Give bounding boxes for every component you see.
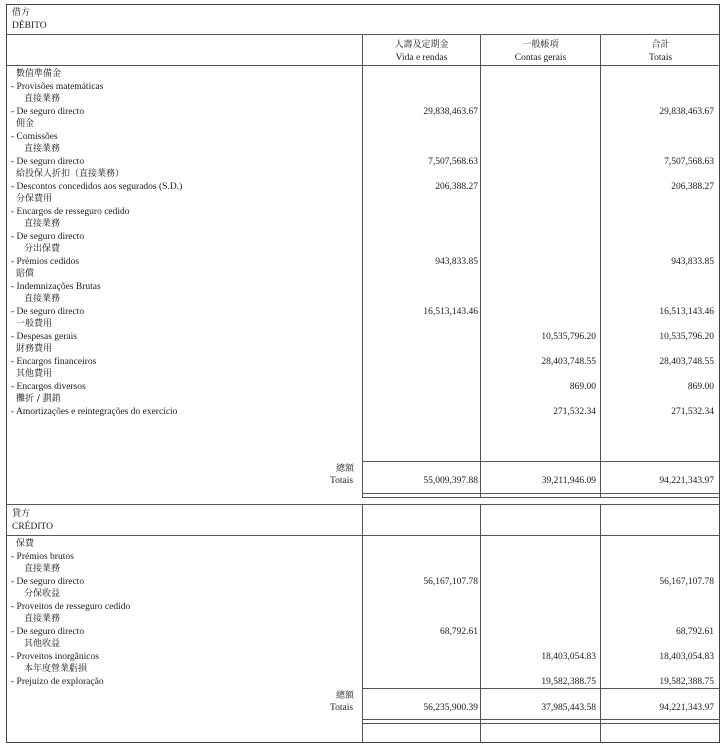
value-general: 869.00 <box>569 381 596 392</box>
row-label: 分保費用 <box>16 194 53 204</box>
value-general: 28,403,748.55 <box>541 356 596 367</box>
value-total: 19,582,388.75 <box>659 676 714 687</box>
row-label: 其他費用 <box>16 369 53 379</box>
value-general: 271,532.34 <box>553 406 596 417</box>
row-label: 賠償 <box>16 269 35 279</box>
value-total: 206,388.27 <box>671 181 714 192</box>
credit-totals-label-zh: 總額 <box>336 691 355 701</box>
row-label: - Encargos de resseguro cedido <box>11 206 130 217</box>
row-label: - Comissões <box>11 131 58 142</box>
totals-double-rule <box>362 493 720 494</box>
row-label: 保費 <box>16 539 35 549</box>
value-life: 943,833.85 <box>435 256 478 267</box>
value-general: 19,582,388.75 <box>541 676 596 687</box>
row-label: - Proveitos inorgânicos <box>11 651 99 662</box>
value-total: 68,792.61 <box>676 626 714 637</box>
row-label: 一般費用 <box>16 319 53 329</box>
row-label: - De seguro directo <box>11 231 85 242</box>
row-label: 數值準備金 <box>16 69 62 79</box>
row-label: - Indemnizações Brutas <box>11 281 101 292</box>
section-divider <box>6 504 720 505</box>
header-divider <box>6 535 720 536</box>
credit-total-general: 37,985,443.58 <box>541 703 596 713</box>
credit-totals-label: Totais <box>330 703 354 713</box>
row-label: - De seguro directo <box>11 576 85 587</box>
value-life: 56,167,107.78 <box>423 576 478 587</box>
value-total: 56,167,107.78 <box>659 576 714 587</box>
value-life: 16,513,143.46 <box>423 306 478 317</box>
value-total: 943,833.85 <box>671 256 714 267</box>
row-label: 直接業務 <box>24 219 61 229</box>
row-label: - Prejuízo de exploração <box>11 676 104 687</box>
row-label: - Prémios brutos <box>11 551 74 562</box>
credit-total-life: 56,235,900.39 <box>423 703 478 713</box>
debit-total-sum: 94,221,343.97 <box>659 476 714 486</box>
totals-rule <box>362 461 720 462</box>
totals-double-rule <box>362 497 720 498</box>
debit-total-general: 39,211,946.09 <box>541 476 596 486</box>
row-label: 本年度營業虧損 <box>24 664 88 674</box>
row-label: 分出保費 <box>24 244 61 254</box>
row-label: - De seguro directo <box>11 626 85 637</box>
row-label: - Descontos concedidos aos segurados (S.D.) <box>11 181 183 192</box>
row-label: 分保收益 <box>24 589 61 599</box>
row-label: 其他收益 <box>24 639 61 649</box>
value-total: 29,838,463.67 <box>659 106 714 117</box>
column-header-life-zh: 人壽及定期金 <box>394 40 449 50</box>
credit-total-sum: 94,221,343.97 <box>659 703 714 713</box>
value-total: 18,403,054.83 <box>659 651 714 662</box>
value-life: 206,388.27 <box>435 181 478 192</box>
row-label: 給投保人折扣（直接業務） <box>16 169 125 179</box>
row-label: 攤折 / 劃銷 <box>16 394 61 404</box>
totals-double-rule <box>362 723 720 724</box>
debit-totals-label-zh: 總額 <box>336 464 355 474</box>
column-header-total: Totais <box>648 53 673 63</box>
debit-title-zh: 借方 <box>12 8 31 18</box>
value-total: 16,513,143.46 <box>659 306 714 317</box>
row-label: - Prémios cedidos <box>11 256 80 267</box>
row-label: 財務費用 <box>16 344 53 354</box>
value-life: 7,507,568.63 <box>428 156 478 167</box>
column-divider <box>480 35 481 498</box>
column-header-divider <box>6 65 720 66</box>
column-header-general: Contas gerais <box>514 53 567 63</box>
value-general: 10,535,796.20 <box>541 331 596 342</box>
row-label: - Proveitos de resseguro cedido <box>11 601 131 612</box>
value-total: 28,403,748.55 <box>659 356 714 367</box>
row-label: - De seguro directo <box>11 106 85 117</box>
value-total: 10,535,796.20 <box>659 331 714 342</box>
debit-total-life: 55,009,397.88 <box>423 476 478 486</box>
credit-title-zh: 貸方 <box>12 509 31 519</box>
row-label: 直接業務 <box>24 564 61 574</box>
row-label: 佣金 <box>16 119 35 129</box>
row-label: 直接業務 <box>24 144 61 154</box>
column-header-general-zh: 一般帳項 <box>522 40 559 50</box>
column-header-life: Vida e rendas <box>395 53 448 63</box>
row-label: - Provisões matemáticas <box>11 81 104 92</box>
totals-double-rule <box>362 719 720 720</box>
totals-rule <box>362 688 720 689</box>
header-divider <box>6 34 720 35</box>
debit-totals-label: Totais <box>330 476 354 486</box>
value-total: 869.00 <box>687 381 714 392</box>
debit-title: DÉBITO <box>12 21 47 31</box>
value-total: 7,507,568.63 <box>664 156 714 167</box>
row-label: - De seguro directo <box>11 306 85 317</box>
row-label: - Amortizações e reintegrações do exercício <box>11 406 178 417</box>
row-label: 直接業務 <box>24 614 61 624</box>
row-label: 直接業務 <box>24 294 61 304</box>
row-label: - De seguro directo <box>11 156 85 167</box>
column-header-total-zh: 合計 <box>651 40 670 50</box>
value-life: 68,792.61 <box>440 626 478 637</box>
row-label: - Encargos diversos <box>11 381 86 392</box>
row-label: - Encargos financeiros <box>11 356 97 367</box>
row-label: 直接業務 <box>24 94 61 104</box>
credit-title: CRÉDITO <box>12 522 53 532</box>
value-general: 18,403,054.83 <box>541 651 596 662</box>
value-total: 271,532.34 <box>671 406 714 417</box>
row-label: - Despesas gerais <box>11 331 77 342</box>
value-life: 29,838,463.67 <box>423 106 478 117</box>
